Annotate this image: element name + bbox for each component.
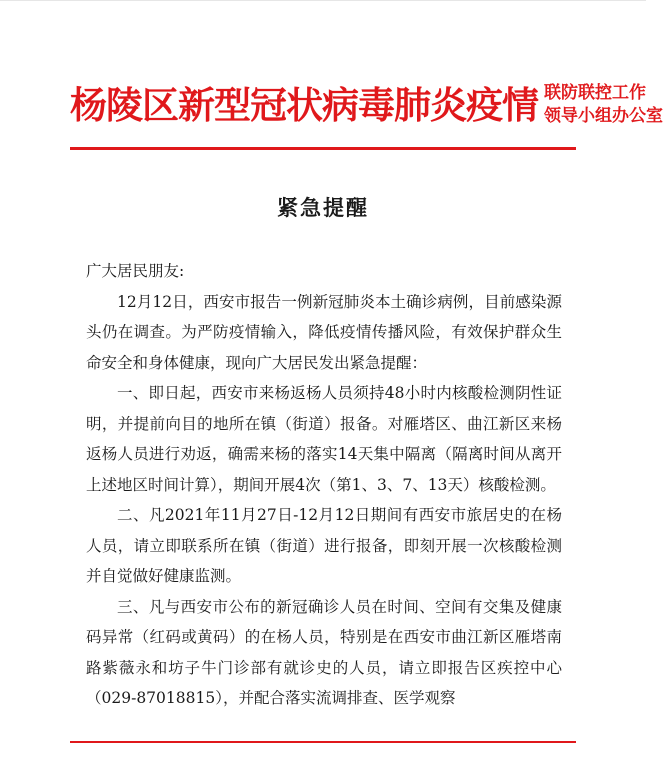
paragraph-intro: 12月12日，西安市报告一例新冠肺炎本土确诊病例，目前感染源头仍在调查。为严防疫情输入，降低疫情传播风险，有效保护群众生命安全和身体健康，现向广大居民发出紧急提醒： — [86, 292, 562, 372]
letterhead-office-line-2: 领导小组办公室 — [544, 106, 663, 126]
letterhead-office-line-1: 联防联控工作 — [544, 83, 646, 103]
letterhead-red-divider — [70, 147, 576, 150]
bottom-red-divider — [70, 741, 576, 743]
document-title: 紧急提醒 — [277, 195, 369, 220]
salutation: 广大居民朋友: — [86, 262, 185, 280]
paragraph-item-2: 二、凡2021年11月27日-12月12日期间有西安市旅居史的在杨人员，请立即联系所在镇（街道）进行报备，即刻开展一次核酸检测并自觉做好健康监测。 — [86, 506, 562, 585]
document-body — [86, 256, 562, 714]
document-letterhead — [70, 66, 663, 144]
page-top-border — [0, 0, 646, 1]
paragraph-item-1: 一、即日起，西安市来杨返杨人员须持48小时内核酸检测阴性证明，并提前向目的地所在镇（街道）报备。对雁塔区、曲江新区来杨返杨人员进行劝返，确需来杨的落实14天集中隔离（隔离时间从离开上述地区时间计算），期间开展4次（第1、3、7、13天）核酸检测。 — [86, 384, 562, 494]
paragraph-item-3: 三、凡与西安市公布的新冠确诊人员在时间、空间有交集及健康码异常（红码或黄码）的在杨人员，特别是在西安市曲江新区雁塔南路紫薇永和坊子牛门诊部有就诊史的人员，请立即报告区疾控中心（029-87018815），并配合落实流调排查、医学观察 — [86, 597, 562, 707]
letterhead-title: 杨陵区新型冠状病毒肺炎疫情 — [70, 82, 538, 127]
letterhead-office — [544, 82, 663, 128]
